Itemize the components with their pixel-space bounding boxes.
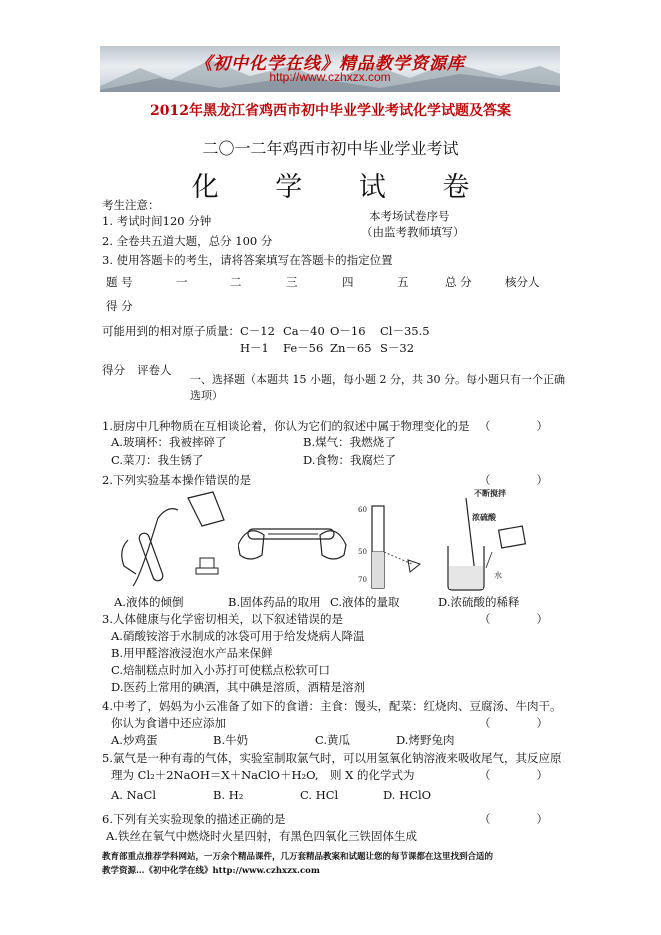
option[interactable]: A.硝酸铵溶于水制成的冰袋可用于给发烧病人降温	[111, 629, 365, 643]
figure-caption[interactable]: A.液体的倾倒	[114, 595, 184, 609]
answer-blank[interactable]: （ ）	[479, 768, 548, 782]
option[interactable]: B. H₂	[213, 788, 244, 802]
question-stem: 4.中考了，妈妈为小云准备了如下的食谱：主食：馒头，配菜：红烧肉、豆腐汤、牛肉干。	[102, 699, 562, 713]
section-instructions: 一、选择题（本题共 15 小题，每小题 2 分，共 30 分。每小题只有一个正确选项）	[190, 373, 565, 402]
exam-title: 二〇一二年鸡西市初中毕业学业考试	[202, 139, 459, 158]
option[interactable]: C.黄瓜	[315, 733, 351, 747]
water-label: 水	[494, 571, 502, 580]
answer-blank[interactable]: （ ）	[479, 812, 548, 826]
option[interactable]: C.菜刀：我生锈了	[111, 453, 204, 467]
option[interactable]: A.铁丝在氧气中燃烧时火星四射，有黑色四氧化三铁固体生成	[106, 829, 417, 843]
atomic-mass: Zn－65	[330, 341, 372, 355]
question-stem: 5.氯气是一种有毒的气体，实验室制取氯气时，可以用氢氧化钠溶液来吸收尾气，其反应原	[102, 751, 562, 765]
atomic-mass: Fe－56	[283, 341, 324, 355]
score-header: 总 分	[445, 275, 472, 289]
acid-label: 浓硫酸	[472, 512, 496, 522]
question-stem: 2.下列实验基本操作错误的是	[102, 473, 251, 487]
document-title: 2012年黑龙江省鸡西市初中毕业学业考试化学试题及答案	[150, 103, 511, 119]
solid-reagent-figure	[238, 515, 348, 575]
answer-blank[interactable]: （ ）	[479, 612, 548, 626]
atomic-mass: Cl－35.5	[380, 324, 430, 338]
score-row-label: 得 分	[106, 299, 133, 313]
atomic-mass-label: 可能用到的相对原子质量：	[102, 324, 240, 338]
atomic-mass: H－1	[240, 341, 269, 355]
option[interactable]: A. NaCl	[111, 788, 157, 802]
question-stem-cont: 你认为食谱中还应添加	[111, 716, 226, 730]
option[interactable]: D. HClO	[383, 788, 432, 802]
option[interactable]: B.牛奶	[213, 733, 249, 747]
section-score-label: 得分	[102, 363, 125, 377]
notice-item: 2. 全卷共五道大题，总分 100 分	[102, 234, 273, 248]
liquid-measuring-figure	[350, 498, 430, 596]
score-header: 五	[397, 275, 409, 289]
notice-title: 考生注意：	[102, 198, 160, 212]
notice-item: 1. 考试时间120 分钟	[102, 214, 212, 228]
answer-blank[interactable]: （ ）	[479, 419, 548, 433]
notice-item: 3. 使用答题卡的考生，请将答案填写在答题卡的指定位置	[102, 253, 393, 267]
option[interactable]: D.医药上常用的碘酒，其中碘是溶质，酒精是溶剂	[111, 680, 365, 694]
seat-number-note: （由监考教师填写）	[361, 225, 465, 239]
footer-line[interactable]: 教学资源…《初中化学在线》http://www.czhxzx.com	[102, 866, 320, 876]
question-stem-cont: 理为 Cl₂＋2NaOH＝X＋NaClO＋H₂O, 则 X 的化学式为	[111, 768, 415, 782]
atomic-mass: O－16	[330, 324, 366, 338]
score-header: 题 号	[106, 275, 133, 289]
answer-blank[interactable]: （ ）	[479, 473, 548, 487]
answer-blank[interactable]: （ ）	[479, 716, 548, 730]
site-banner	[100, 46, 560, 92]
paper-title: 化 学 试 卷	[191, 172, 494, 203]
option[interactable]: D.烤野兔肉	[396, 733, 455, 747]
stir-label: 不断搅拌	[474, 488, 506, 498]
question-stem: 1.厨房中几种物质在互相谈论着，你认为它们的叙述中属于物理变化的是	[102, 419, 470, 433]
tick-label: 50	[358, 548, 367, 556]
atomic-mass: C－12	[240, 324, 275, 338]
question-stem: 3.人体健康与化学密切相关，以下叙述错误的是	[102, 612, 343, 626]
option[interactable]: D.食物：我腐烂了	[303, 453, 396, 467]
banner-title: 《初中化学在线》精品教学资源库	[195, 54, 465, 74]
option[interactable]: B.煤气：我燃烧了	[303, 435, 396, 449]
seat-number-label: 本考场试卷序号	[369, 209, 450, 223]
tick-label: 60	[358, 506, 367, 514]
figure-caption[interactable]: C.液体的量取	[330, 595, 400, 609]
score-header: 一	[176, 275, 188, 289]
liquid-pouring-figure	[118, 490, 230, 590]
score-table-header	[0, 274, 661, 290]
score-header: 二	[230, 275, 242, 289]
tick-label: 70	[358, 576, 367, 584]
option[interactable]: C. HCl	[300, 788, 339, 802]
score-header: 三	[286, 275, 298, 289]
figure-caption[interactable]: D.浓硫酸的稀释	[438, 595, 520, 609]
figure-caption[interactable]: B.固体药品的取用	[228, 595, 321, 609]
footer-line: 教育部重点推荐学科网站，一万余个精品课件，几万套精品教案和试题让您的每节课都在这里找到合适的	[102, 852, 494, 862]
footer-ad	[102, 850, 560, 878]
acid-dilution-figure	[440, 486, 555, 594]
atomic-mass: Ca－40	[283, 324, 325, 338]
banner-url[interactable]: http://www.czhxzx.com	[269, 70, 391, 84]
option[interactable]: A.炒鸡蛋	[111, 733, 158, 747]
option[interactable]: B.用甲醛溶液浸泡水产品来保鲜	[111, 646, 273, 660]
score-header: 核分人	[505, 275, 540, 289]
score-header: 四	[342, 275, 354, 289]
option[interactable]: A.玻璃杯：我被摔碎了	[111, 435, 227, 449]
question-stem: 6.下列有关实验现象的描述正确的是	[102, 812, 286, 826]
section-reviewer-label: 评卷人	[137, 363, 172, 377]
atomic-mass: S－32	[380, 341, 415, 355]
option[interactable]: C.焙制糕点时加入小苏打可使糕点松软可口	[111, 663, 331, 677]
